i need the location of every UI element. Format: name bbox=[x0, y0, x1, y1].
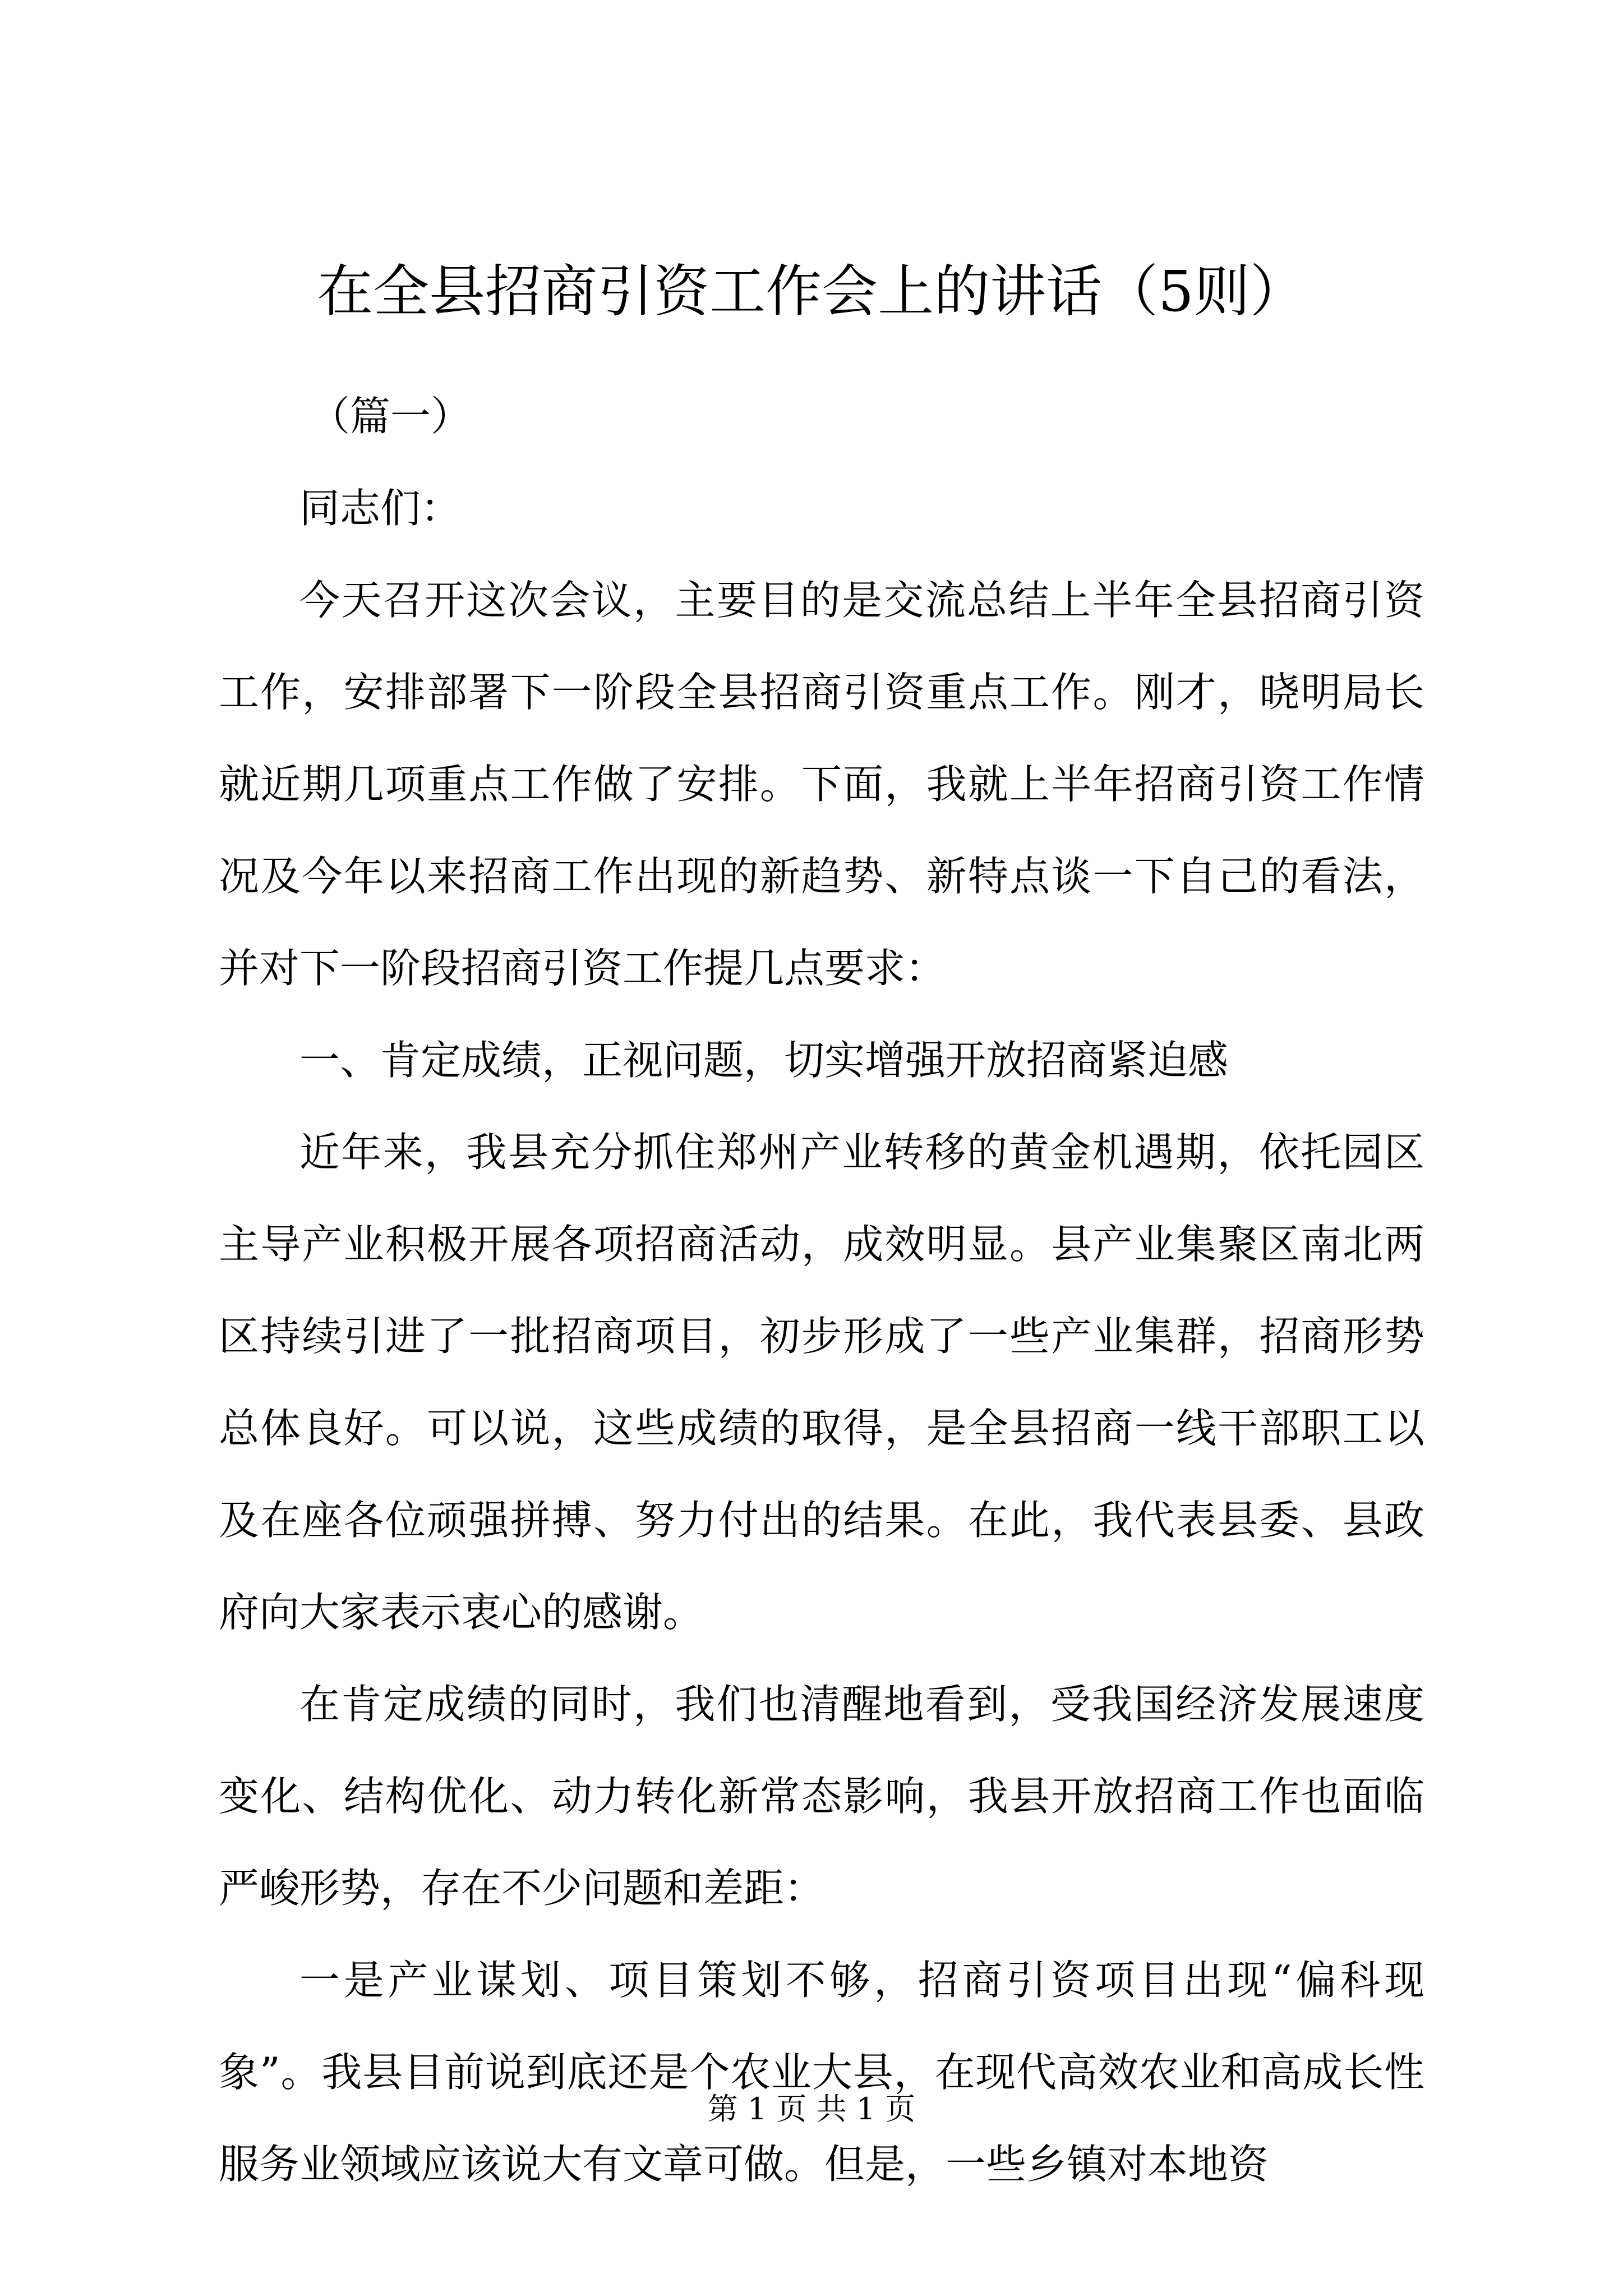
paragraph-problems: 在肯定成绩的同时，我们也清醒地看到，受我国经济发展速度变化、结构优化、动力转化新常态影响，我县开放招商工作也面临严峻形势，存在不少问题和差距： bbox=[219, 1681, 1424, 1912]
paragraph-intro: 今天召开这次会议，主要目的是交流总结上半年全县招商引资工作，安排部署下一阶段全县招商引资重点工作。刚才，晓明局长就近期几项重点工作做了安排。下面，我就上半年招商引资工作情况及今年以来招商工作出现的新趋势、新特点谈一下自己的看法，并对下一阶段招商引资工作提几点要求： bbox=[219, 577, 1424, 992]
document-body bbox=[219, 370, 1424, 2210]
document-title: 在全县招商引资工作会上的讲话（5则） bbox=[317, 259, 1306, 324]
section-heading-one: 一、肯定成绩，正视问题，切实增强开放招商紧迫感 bbox=[299, 1037, 1229, 1084]
section-label: （篇一） bbox=[310, 393, 472, 440]
salutation: 同志们： bbox=[299, 485, 462, 532]
paragraph-problem-one: 一是产业谋划、项目策划不够，招商引资项目出现“偏科现象”。我县目前说到底还是个农业大县，在现代高效农业和高成长性服务业领域应该说大有文章可做。但是，一些乡镇对本地资 bbox=[219, 1957, 1424, 2188]
page-footer: 第 1 页 共 1 页 bbox=[707, 2091, 916, 2127]
paragraph-achievements: 近年来，我县充分抓住郑州产业转移的黄金机遇期，依托园区主导产业积极开展各项招商活动，成效明显。县产业集聚区南北两区持续引进了一批招商项目，初步形成了一些产业集群，招商形势总体良好。可以说，这些成绩的取得，是全县招商一线干部职工以及在座各位顽强拼搏、努力付出的结果。在此，我代表县委、县政府向大家表示衷心的感谢。 bbox=[219, 1129, 1424, 1636]
